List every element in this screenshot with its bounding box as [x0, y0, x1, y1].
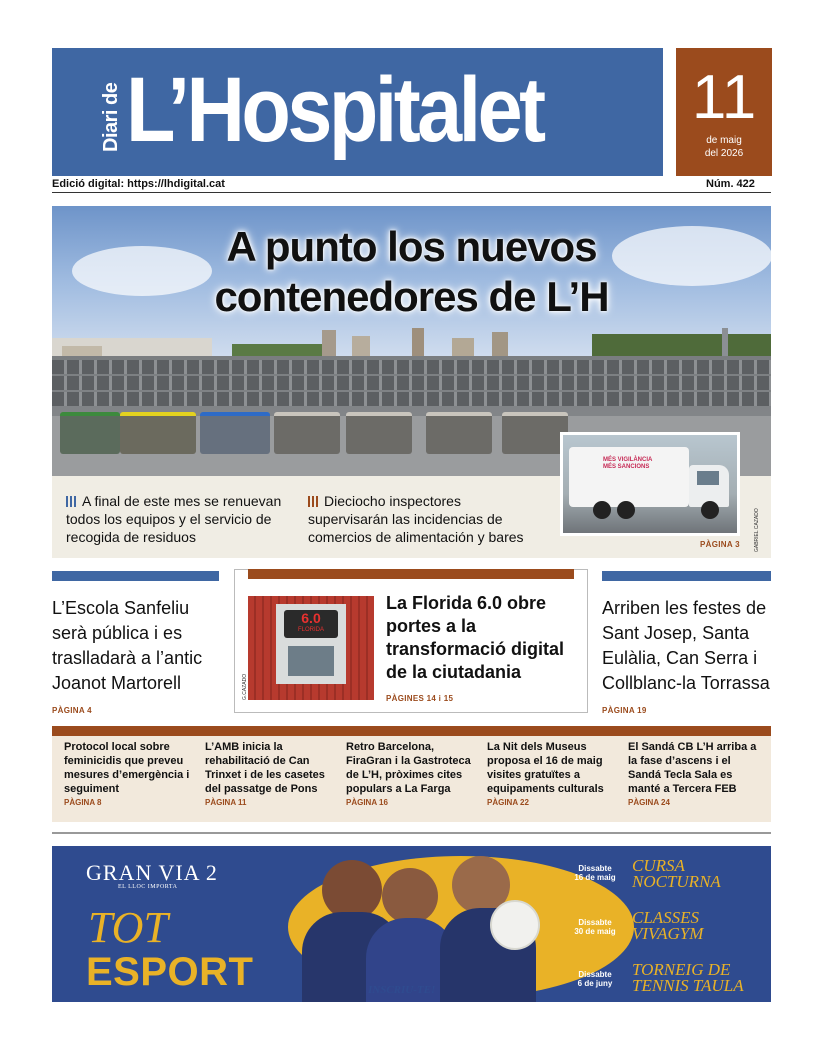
issue-number: Núm. 422 [706, 178, 755, 190]
truck-wheel [617, 501, 635, 519]
center-photo-credit: G.CAZADO [242, 673, 248, 700]
event-date: Dissabte 30 de maig [574, 918, 616, 936]
brief-item[interactable]: El Sandá CB L’H arriba a la fase d’ascens i el Sandá Tecla Sala es manté a Tercera FEB PÀGINA 24 [628, 740, 760, 810]
florida-photo[interactable] [248, 596, 374, 700]
brief-item[interactable]: L’AMB inicia la rehabilitació de Can Trinxet i de les casetes del passatge de Pons PÀGINA 11 [205, 740, 337, 810]
truck-sign: MÉS VIGILÀNCIA MÉS SANCIONS [603, 457, 653, 470]
container-grey [426, 412, 492, 454]
date-box [676, 48, 772, 176]
brief-item[interactable]: Retro Barcelona, FiraGran i la Gastroteca de L’H, pròximes cites populars a La Farga PÀGINA 16 [346, 740, 478, 810]
masthead-title: L’Hospitalet [126, 59, 543, 161]
right-story-bar [602, 571, 771, 581]
hero-page-ref[interactable]: PÀGINA 3 [700, 540, 740, 549]
date-day: 11 [691, 63, 757, 132]
hero-headline[interactable] [52, 222, 771, 322]
brief-page-ref[interactable]: PÀGINA 11 [205, 798, 247, 807]
right-story-headline[interactable]: Arriben les festes de Sant Josep, Santa Eulàlia, Can Serra i Collblanc-la Torrassa [602, 598, 770, 693]
container-grey [346, 412, 412, 454]
date-year: del 2026 [704, 148, 744, 159]
header-rule [52, 192, 771, 193]
truck-wheel [701, 501, 719, 519]
photo-credit: GABRIEL CAZADO [754, 508, 760, 552]
event-date: Dissabte 6 de juny [577, 970, 613, 988]
advertisement-banner[interactable] [52, 846, 771, 1002]
container-grey [274, 412, 340, 454]
hero-photo[interactable] [52, 206, 771, 558]
brief-page-ref[interactable]: PÀGINA 8 [64, 798, 102, 807]
ad-brand-logo: GRAN VIA 2 [86, 860, 218, 885]
center-story-bar [248, 569, 574, 579]
edition-link[interactable]: Edició digital: https://lhdigital.cat [52, 178, 225, 190]
left-story-headline[interactable]: L’Escola Sanfeliu serà pública i es traslladarà a l’antic Joanot Martorell [52, 598, 203, 693]
container-green [60, 412, 120, 454]
bullet-icon [66, 496, 78, 507]
right-story-page-ref[interactable]: PÀGINA 19 [602, 706, 647, 715]
digital-screen: 6.0 FLORIDA [284, 610, 338, 638]
athlete-figure [322, 860, 382, 920]
ad-cta[interactable]: INSCRIU-TE! [368, 984, 436, 996]
volleyball-icon [490, 900, 540, 950]
hero-headline-line1: A punto los nuevos [226, 223, 597, 270]
hero-headline-line2: contenedores de L’H [214, 273, 609, 320]
hero-bullet-1: A final de este mes se renuevan todos los equipos y el servicio de recogida de residuos [66, 493, 282, 545]
ad-tagline: EL LLOC IMPORTA [118, 884, 178, 890]
container-row [52, 392, 771, 406]
date-month: de maig [706, 135, 742, 146]
container-blue [200, 412, 270, 454]
brief-page-ref[interactable]: PÀGINA 24 [628, 798, 670, 807]
masthead-prefix: Diari de [100, 82, 122, 152]
display-stand [288, 646, 334, 676]
bullet-icon [308, 496, 320, 507]
left-story-bar [52, 571, 219, 581]
truck-wheel [593, 501, 611, 519]
center-story-headline[interactable]: La Florida 6.0 obre portes a la transformació digital de la ciutadania [386, 593, 565, 682]
container-row [52, 376, 771, 390]
athlete-figure [382, 868, 438, 924]
center-story-page-ref[interactable]: PÀGINES 14 i 15 [386, 694, 454, 703]
brief-item[interactable]: Protocol local sobre feminicidis que preveu mesures d’emergència i seguiment PÀGINA 8 [64, 740, 196, 810]
brief-page-ref[interactable]: PÀGINA 16 [346, 798, 388, 807]
hero-bullet-2: Dieciocho inspectores supervisarán las incidencias de comercios de alimentación y bares [308, 493, 524, 545]
container-grey [502, 412, 568, 454]
brief-page-ref[interactable]: PÀGINA 22 [487, 798, 529, 807]
truck-window [697, 471, 719, 485]
container-row [52, 360, 771, 374]
brief-item[interactable]: La Nit dels Museus proposa el 16 de maig visites gratuïtes a equipaments culturals PÀGINA 22 [487, 740, 619, 810]
truck-photo[interactable] [560, 432, 740, 536]
event-date: Dissabte 16 de maig [574, 864, 616, 882]
truck-body [569, 447, 689, 507]
event-name: CLASSES VIVAGYM [632, 908, 704, 943]
event-name: CURSA NOCTURNA [632, 856, 721, 891]
event-name: TORNEIG DE TENNIS TAULA [632, 960, 744, 995]
ad-headline-1: TOT [88, 903, 168, 952]
ad-headline-2: ESPORT [86, 950, 254, 994]
left-story-page-ref[interactable]: PÀGINA 4 [52, 706, 92, 715]
container-yellow [120, 412, 196, 454]
footer-rule [52, 832, 771, 834]
